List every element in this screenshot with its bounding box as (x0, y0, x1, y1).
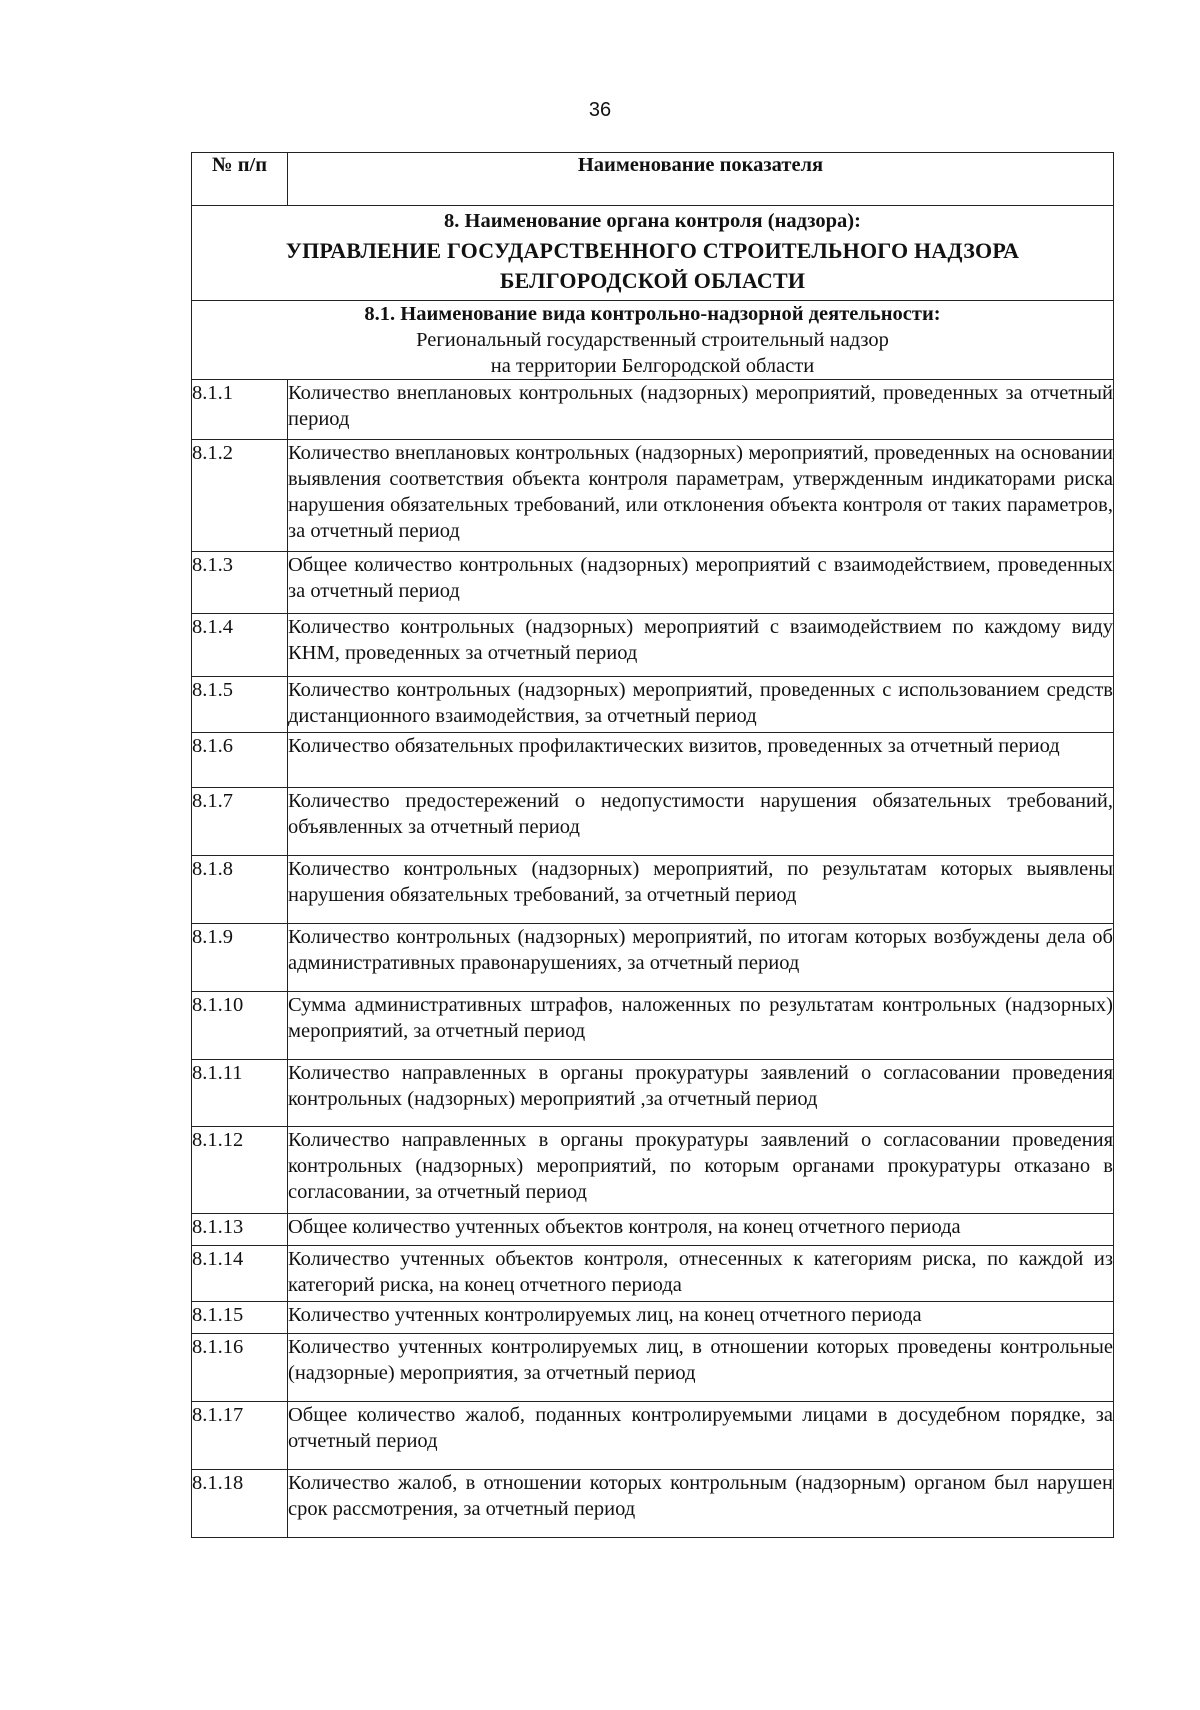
table-row (192, 1214, 1114, 1246)
table-row (192, 1127, 1114, 1214)
row-text: Количество направленных в органы прокуратуры заявлений о согласовании проведения контрольных (надзорных) мероприятий ,за отчетный период (288, 1060, 1114, 1127)
row-number: 8.1.17 (192, 1402, 288, 1470)
table-row (192, 1302, 1114, 1334)
row-number: 8.1.5 (192, 677, 288, 733)
activity-desc-line1: Региональный государственный строительный надзор (416, 329, 889, 351)
row-text: Количество направленных в органы прокуратуры заявлений о согласовании проведения контрольных (надзорных) мероприятий, по которым органами прокуратуры отказано в согласовании, за отчетный период (288, 1127, 1114, 1214)
organ-cell (192, 206, 1114, 301)
header-name-cell: Наименование показателя (288, 153, 1114, 206)
row-text: Общее количество контрольных (надзорных) мероприятий с взаимодействием, проведенных за отчетный период (288, 552, 1114, 614)
row-text: Количество учтенных контролируемых лиц, на конец отчетного периода (288, 1302, 1114, 1334)
table-row (192, 1246, 1114, 1302)
organ-title: 8. Наименование органа контроля (надзора): (444, 210, 861, 232)
row-number: 8.1.16 (192, 1334, 288, 1402)
row-text: Количество внеплановых контрольных (надзорных) мероприятий, проведенных за отчетный период (288, 380, 1114, 440)
row-number: 8.1.2 (192, 440, 288, 552)
table-row (192, 614, 1114, 677)
activity-title: 8.1. Наименование вида контрольно-надзорной деятельности: (364, 303, 941, 325)
page-number: 36 (588, 99, 612, 121)
activity-desc-line2: на территории Белгородской области (490, 355, 815, 377)
table-row (192, 1470, 1114, 1538)
indicators-table (191, 152, 1114, 1538)
activity-row (192, 301, 1114, 380)
row-number: 8.1.6 (192, 733, 288, 788)
table-row (192, 1334, 1114, 1402)
table-row (192, 924, 1114, 992)
organ-name-line2: БЕЛГОРОДСКОЙ ОБЛАСТИ (499, 268, 806, 293)
row-text: Количество контрольных (надзорных) мероприятий, по результатам которых выявлены нарушения обязательных требований, за отчетный период (288, 856, 1114, 924)
row-number: 8.1.14 (192, 1246, 288, 1302)
row-number: 8.1.3 (192, 552, 288, 614)
table-row (192, 788, 1114, 856)
row-text: Количество контрольных (надзорных) мероприятий, по итогам которых возбуждены дела об административных правонарушениях, за отчетный период (288, 924, 1114, 992)
row-number: 8.1.1 (192, 380, 288, 440)
organ-row (192, 206, 1114, 301)
row-number: 8.1.18 (192, 1470, 288, 1538)
row-number: 8.1.8 (192, 856, 288, 924)
row-text: Количество контрольных (надзорных) мероприятий с взаимодействием по каждому виду КНМ, проведенных за отчетный период (288, 614, 1114, 677)
table-row (192, 552, 1114, 614)
row-number: 8.1.10 (192, 992, 288, 1060)
table-row (192, 992, 1114, 1060)
row-text: Количество предостережений о недопустимости нарушения обязательных требований, объявленных за отчетный период (288, 788, 1114, 856)
row-number: 8.1.12 (192, 1127, 288, 1214)
table-row (192, 380, 1114, 440)
table-row (192, 1060, 1114, 1127)
row-number: 8.1.4 (192, 614, 288, 677)
row-number: 8.1.15 (192, 1302, 288, 1334)
row-text: Количество учтенных объектов контроля, отнесенных к категориям риска, по каждой из категорий риска, на конец отчетного периода (288, 1246, 1114, 1302)
row-number: 8.1.9 (192, 924, 288, 992)
row-text: Количество внеплановых контрольных (надзорных) мероприятий, проведенных на основании выявления соответствия объекта контроля параметрам, утвержденным индикаторами риска нарушения обязательных требований, или отклонения объекта контроля от таких параметров, за отчетный период (288, 440, 1114, 552)
organ-name-line1: УПРАВЛЕНИЕ ГОСУДАРСТВЕННОГО СТРОИТЕЛЬНОГО НАДЗОРА (285, 238, 1020, 263)
row-text: Общее количество учтенных объектов контроля, на конец отчетного периода (288, 1214, 1114, 1246)
row-text: Общее количество жалоб, поданных контролируемыми лицами в досудебном порядке, за отчетный период (288, 1402, 1114, 1470)
row-text: Сумма административных штрафов, наложенных по результатам контрольных (надзорных) мероприятий, за отчетный период (288, 992, 1114, 1060)
table-row (192, 440, 1114, 552)
table-header-row (192, 153, 1114, 206)
table-row (192, 856, 1114, 924)
header-num-cell: № п/п (192, 153, 288, 206)
row-number: 8.1.7 (192, 788, 288, 856)
activity-cell (192, 301, 1114, 380)
table-row (192, 677, 1114, 733)
row-number: 8.1.11 (192, 1060, 288, 1127)
row-text: Количество учтенных контролируемых лиц, в отношении которых проведены контрольные (надзорные) мероприятия, за отчетный период (288, 1334, 1114, 1402)
table-row (192, 1402, 1114, 1470)
table-row (192, 733, 1114, 788)
row-text: Количество обязательных профилактических визитов, проведенных за отчетный период (288, 733, 1114, 788)
row-text: Количество контрольных (надзорных) мероприятий, проведенных с использованием средств дистанционного взаимодействия, за отчетный период (288, 677, 1114, 733)
row-text: Количество жалоб, в отношении которых контрольным (надзорным) органом был нарушен срок рассмотрения, за отчетный период (288, 1470, 1114, 1538)
row-number: 8.1.13 (192, 1214, 288, 1246)
